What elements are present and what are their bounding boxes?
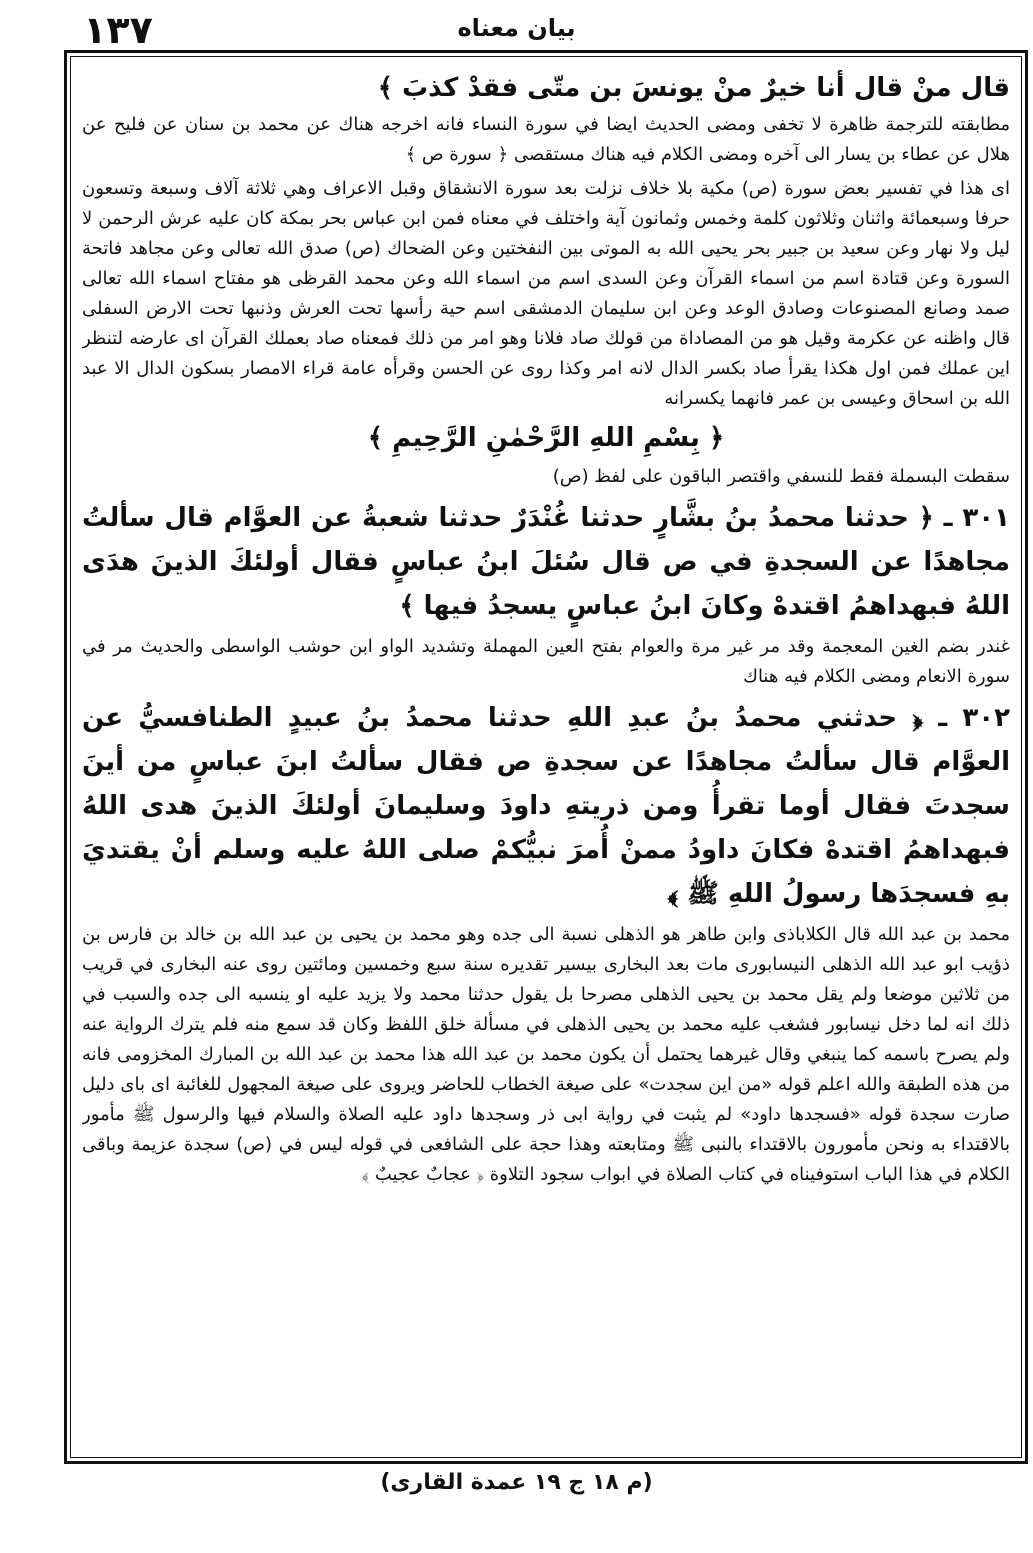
hadith-ending: قال منْ قال أنا خيرٌ منْ يونسَ بن متّى فقدْ كذبَ ﴾ [377,73,1010,103]
basmala-heading: ﴿ بِسْمِ اللهِ الرَّحْمٰنِ الرَّحِيمِ ﴾ [367,423,725,453]
hadith-301: ٣٠١ ـ ﴿ حدثنا محمدُ بنُ بشَّارٍ حدثنا غُنْدَرٌ حدثنا شعبةُ عن العوَّام قال سألتُ مجاهدًا عن السجدةِ في ص قال سُئلَ ابنُ عباسٍ فقال أولئكَ الذينَ هدَى اللهُ فبهداهمُ اقتدهْ وكانَ ابنُ عباسٍ يسجدُ فيها ﴾ [82,503,1010,621]
commentary-paragraph: سقطت البسملة فقط للنسفي واقتصر الباقون على لفظ (ص) [552,466,1010,487]
text-body [82,66,1010,1450]
commentary-paragraph: غندر بضم الغين المعجمة وقد مر غير مرة والعوام بفتح العين المهملة وتشديد الواو ابن حوشب الواسطى والحديث مر في سورة الانعام ومضى الكلام فيه هناك [82,636,1010,687]
commentary-paragraph: اى هذا في تفسير بعض سورة (ص) مكية بلا خلاف نزلت بعد سورة الانشقاق وقبل الاعراف وهي ثلاثة آلاف وسبعة وتسعون حرفا وسبعمائة واثنان وثلاثون كلمة وخمس وثمانون آية واختلف في معناه فمن ابن عباس بحر بمكة كان عليه عرش الرحمن لا ليل ولا نهار وعن سعيد بن جبير بحر يحيى الله به الموتى بين النفختين وعن الضحاك (ص) صدق الله تعالى وعن مجاهد فاتحة السورة وعن قتادة اسم من اسماء القرآن وعن السدى اسم من اسماء الله وعن محمد القرظى هو مفتاح اسماء الله تعالى صمد وصانع المصنوعات وصادق الوعد وعن ابن سليمان الدمشقى اسم حية رأسها تحت العرش وذنبها تحت الارض السفلى قال واظنه عن عكرمة وقيل هو من المصاداة من قولك صاد فلانا وهو امر من ذلك فمعناه صاد بعملك القرآن اى عارضه لتنظر اين عملك فمن اول هكذا يقرأ صاد بكسر الدال لانه امر وكذا روى عن الحسن وقرأه عامة قراء الامصار بسكون الدال الا عبد الله بن اسحاق وعيسى بن عمر فانهما يكسرانه [82,178,1010,409]
footer-signature: (م ١٨ ج ١٩ عمدة القارى) [380,1470,653,1495]
commentary-paragraph: مطابقته للترجمة ظاهرة لا تخفى ومضى الحديث ايضا في سورة النساء فانه اخرجه هناك عن محمد بن سنان عن فليح عن هلال عن عطاء بن يسار الى آخره ومضى الكلام فيه هناك مستقصى ﴿ سورة ص ﴾ [82,114,1010,165]
page-number: ١٣٧ [83,8,153,52]
commentary-paragraph: محمد بن عبد الله قال الكلاباذى وابن طاهر هو الذهلى نسبة الى جده وهو محمد بن يحيى بن عبد الله بن خالد بن فارس بن ذؤيب ابو عبد الله الذهلى النيسابورى مات بعد البخارى بيسير تقديره سنة سبع وخمسين ومائتين روى عنه البخارى في قريب من ثلاثين موضعا ولم يقل محمد بن يحيى الذهلى مصرحا بل يقول حدثنا محمد ولا يزيد عليه او ينسبه الى جده والسبب في ذلك انه لما دخل نيسابور فشغب عليه محمد بن يحيى الذهلى في مسألة خلق اللفظ وكان قد سمع منه فلم يترك الرواية عنه ولم يصرح باسمه كما ينبغي وقال غيرهما يحتمل أن يكون محمد بن عبد الله هذا محمد بن عبد الله بن المبارك المخزومى فانه من هذه الطبقة والله اعلم قوله «من اين سجدت» على صيغة الخطاب للحاضر ويروى على صيغة المجهول للغائبة اى باى دليل صارت سجدة قوله «فسجدها داود» لم يثبت في رواية ابى ذر وسجدها داود عليه الصلاة والسلام فيها والرسول ﷺ مأمور بالاقتداء به ونحن مأمورون بالاقتداء بالنبى ﷺ ومتابعته وهذا حجة على الشافعى في قوله ليس في (ص) سجدة عزيمة وباقى الكلام في هذا الباب استوفيناه في كتاب الصلاة في ابواب سجود التلاوة ﴿ عجابٌ عجيبٌ ﴾ [82,924,1010,1185]
running-title: بيان معناه [457,14,576,42]
hadith-302: ٣٠٢ ـ ﴿ حدثني محمدُ بنُ عبدِ اللهِ حدثنا محمدُ بنُ عبيدٍ الطنافسيُّ عن العوَّام قال سألتُ مجاهدًا عن سجدةِ ص فقال سألتُ ابنَ عباسٍ من أينَ سجدتَ فقال أوما تقرأُ ومن ذريتهِ داودَ وسليمانَ أولئكَ الذينَ هدى اللهُ فبهداهمُ اقتدهْ فكانَ داودُ ممنْ أُمرَ نبيُّكمْ صلى اللهُ عليه وسلم أنْ يقتديَ بهِ فسجدَها رسولُ اللهِ ﷺ ﴾ [82,703,1010,909]
